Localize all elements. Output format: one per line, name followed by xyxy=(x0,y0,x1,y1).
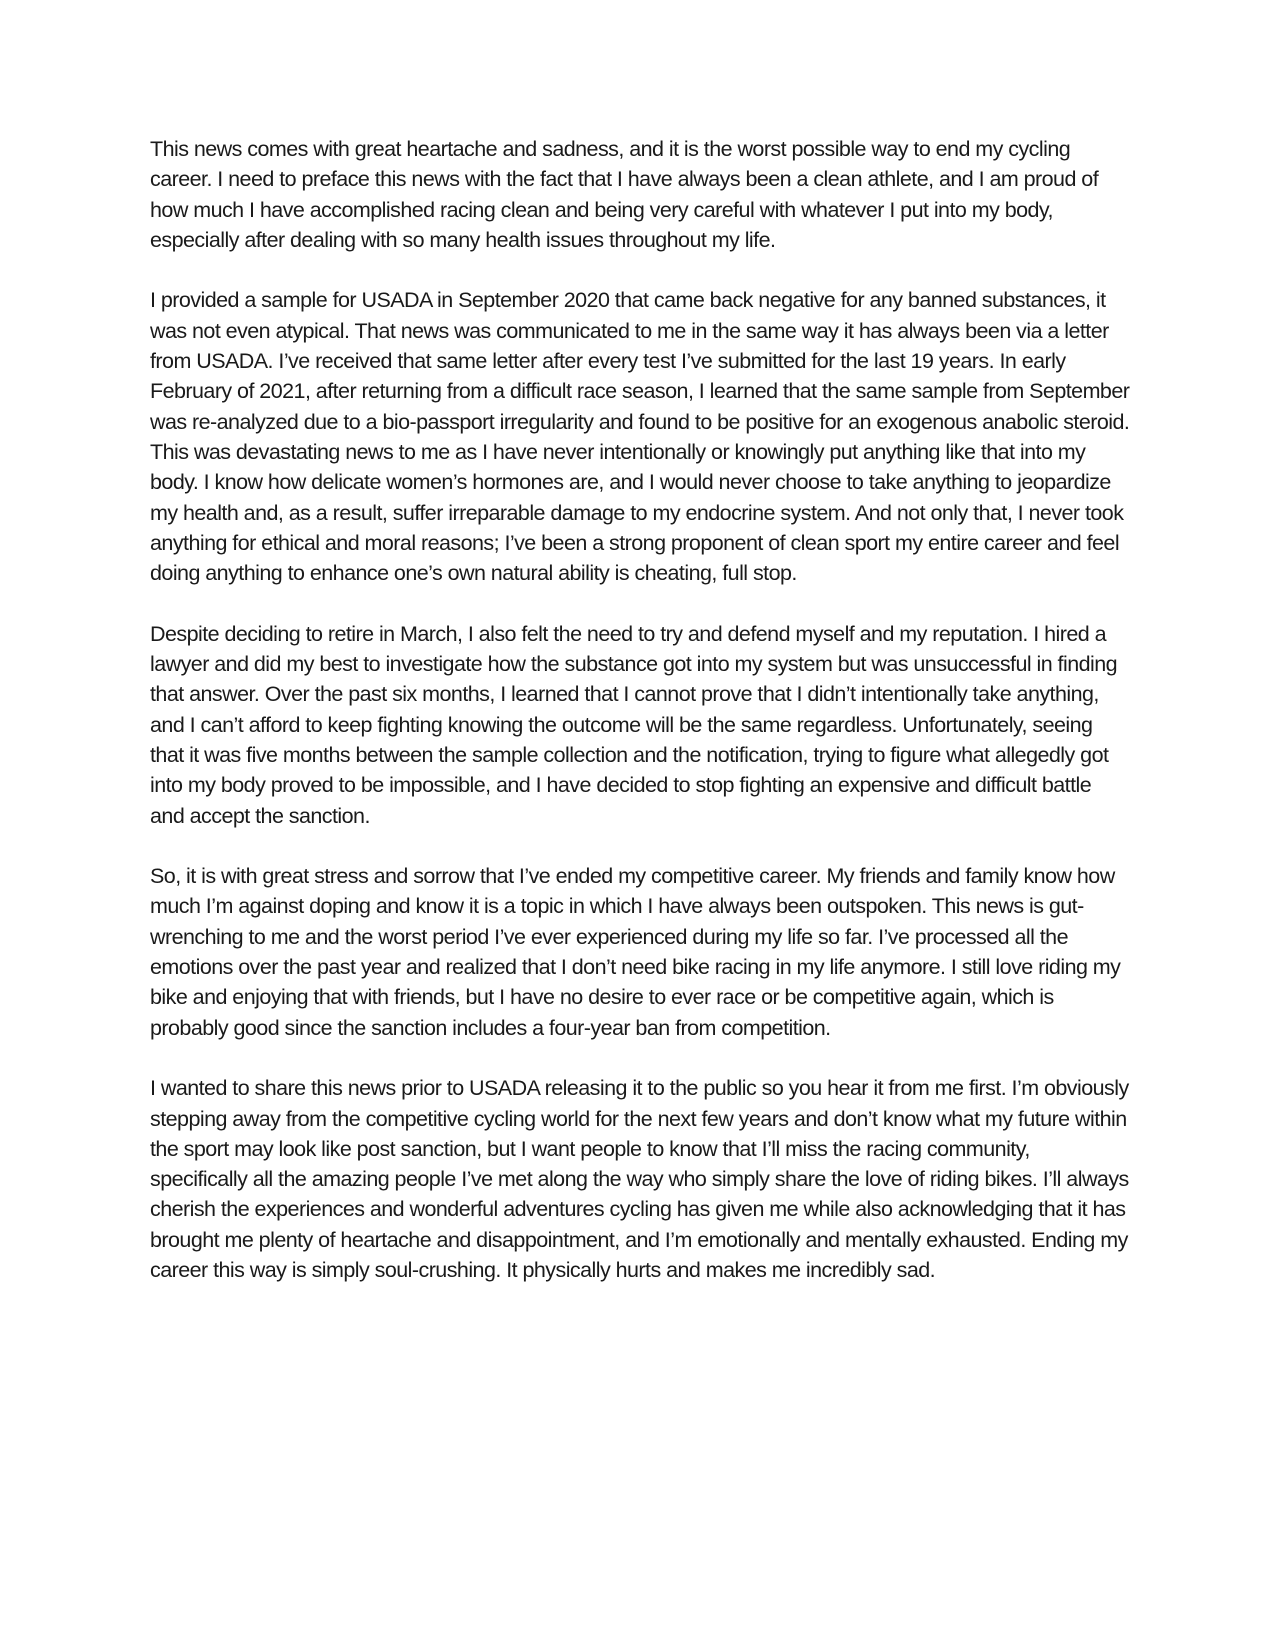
paragraph-4: So, it is with great stress and sorrow that I’ve ended my competitive career. My friends and family know how much I’m against doping and know it is a topic in which I have always been outspoken. This news is gut-wrenching to me and the worst period I’ve ever experienced during my life so far. I’ve processed all the emotions over the past year and realized that I don’t need bike racing in my life anymore. I still love riding my bike and enjoying that with friends, but I have no desire to ever race or be competitive again, which is probably good since the sanction includes a four-year ban from competition. xyxy=(150,864,1121,1040)
paragraph-2: I provided a sample for USADA in September 2020 that came back negative for any banned substances, it was not even atypical. That news was communicated to me in the same way it has always been via a letter from USADA. I’ve received that same letter after every test I’ve submitted for the last 19 years. In early February of 2021, after returning from a difficult race season, I learned that the same sample from September was re-analyzed due to a bio-passport irregularity and found to be positive for an exogenous anabolic steroid. This was devastating news to me as I have never intentionally or knowingly put anything like that into my body. I know how delicate women’s hormones are, and I would never choose to take anything to jeopardize my health and, as a result, suffer irreparable damage to my endocrine system. And not only that, I never took anything for ethical and moral reasons; I’ve been a strong proponent of clean sport my entire career and feel doing anything to enhance one’s own natural ability is cheating, full stop. xyxy=(150,288,1130,586)
paragraph-3: Despite deciding to retire in March, I also felt the need to try and defend myself and my reputation. I hired a lawyer and did my best to investigate how the substance got into my system but was unsuccessful in finding that answer. Over the past six months, I learned that I cannot prove that I didn’t intentionally take anything, and I can’t afford to keep fighting knowing the outcome will be the same regardless. Unfortunately, seeing that it was five months between the sample collection and the notification, trying to figure what allegedly got into my body proved to be impossible, and I have decided to stop fighting an expensive and difficult battle and accept the sanction. xyxy=(150,621,1118,828)
paragraph-5: I wanted to share this news prior to USADA releasing it to the public so you hear it from me first. I’m obviously stepping away from the competitive cycling world for the next few years and don’t know what my future within the sport may look like post sanction, but I want people to know that I’ll miss the racing community, specifically all the amazing people I’ve met along the way who simply share the love of riding bikes. I’ll always cherish the experiences and wonderful adventures cycling has given me while also acknowledging that it has brought me plenty of heartache and disappointment, and I’m emotionally and mentally exhausted. Ending my career this way is simply soul-crushing. It physically hurts and makes me incredibly sad. xyxy=(150,1076,1129,1282)
paragraph-1: This news comes with great heartache and sadness, and it is the worst possible way to end my cycling career. I need to preface this news with the fact that I have always been a clean athlete, and I am proud of how much I have accomplished racing clean and being very careful with whatever I put into my body, especially after dealing with so many health issues throughout my life. xyxy=(150,137,1099,252)
document-body xyxy=(150,134,1130,1285)
